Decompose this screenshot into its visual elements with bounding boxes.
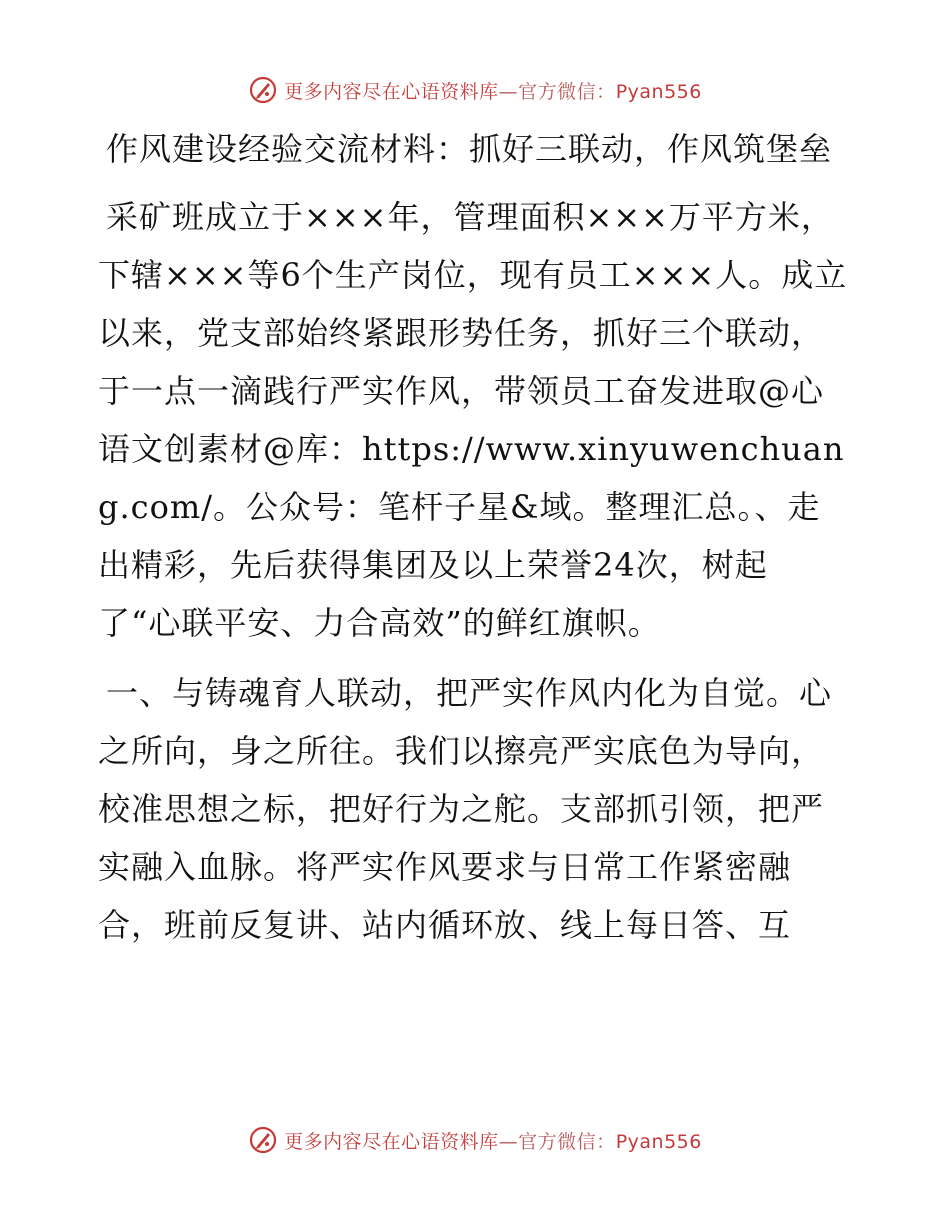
document-title: 作风建设经验交流材料：抓好三联动，作风筑堡垒 (106, 130, 833, 168)
banner-wechat-id: Pyan556 (615, 80, 702, 103)
banner-wechat-label: 官方微信： (518, 80, 616, 103)
banner-separator: — (498, 1130, 519, 1153)
banner-wechat-id: Pyan556 (615, 1130, 702, 1153)
banner-text (284, 77, 702, 104)
paragraph-intro: 采矿班成立于×××年，管理面积×××万平方米，下辖×××等6个生产岗位，现有员工×××人。成立以来，党支部始终紧跟形势任务，抓好三个联动，于一点一滴践行严实作风，带领员工奋发进取@心语文创素材@库：https://www.xinyuwenchuang.com/。公众号：笔杆子星&域。整理汇总。、走出精彩，先后获得集团及以上荣誉24次，树起了“心联平安、力合高效”的鲜红旗帜。 (98, 198, 848, 642)
quill-logo-icon (248, 1125, 278, 1155)
header-banner (0, 70, 950, 110)
quill-logo-icon (248, 75, 278, 105)
footer-banner (0, 1120, 950, 1160)
banner-text (284, 1127, 702, 1154)
banner-main-text: 更多内容尽在心语资料库 (284, 80, 499, 103)
paragraph-section-one: 一、与铸魂育人联动，把严实作风内化为自觉。心之所向，身之所往。我们以擦亮严实底色为导向，校准思想之标，把好行为之舵。支部抓引领，把严实融入血脉。将严实作风要求与日常工作紧密融合，班前反复讲、站内循环放、线上每日答、互 (98, 674, 833, 944)
banner-separator: — (498, 80, 519, 103)
document-body (98, 122, 850, 966)
banner-wechat-label: 官方微信： (518, 1130, 616, 1153)
banner-main-text: 更多内容尽在心语资料库 (284, 1130, 499, 1153)
